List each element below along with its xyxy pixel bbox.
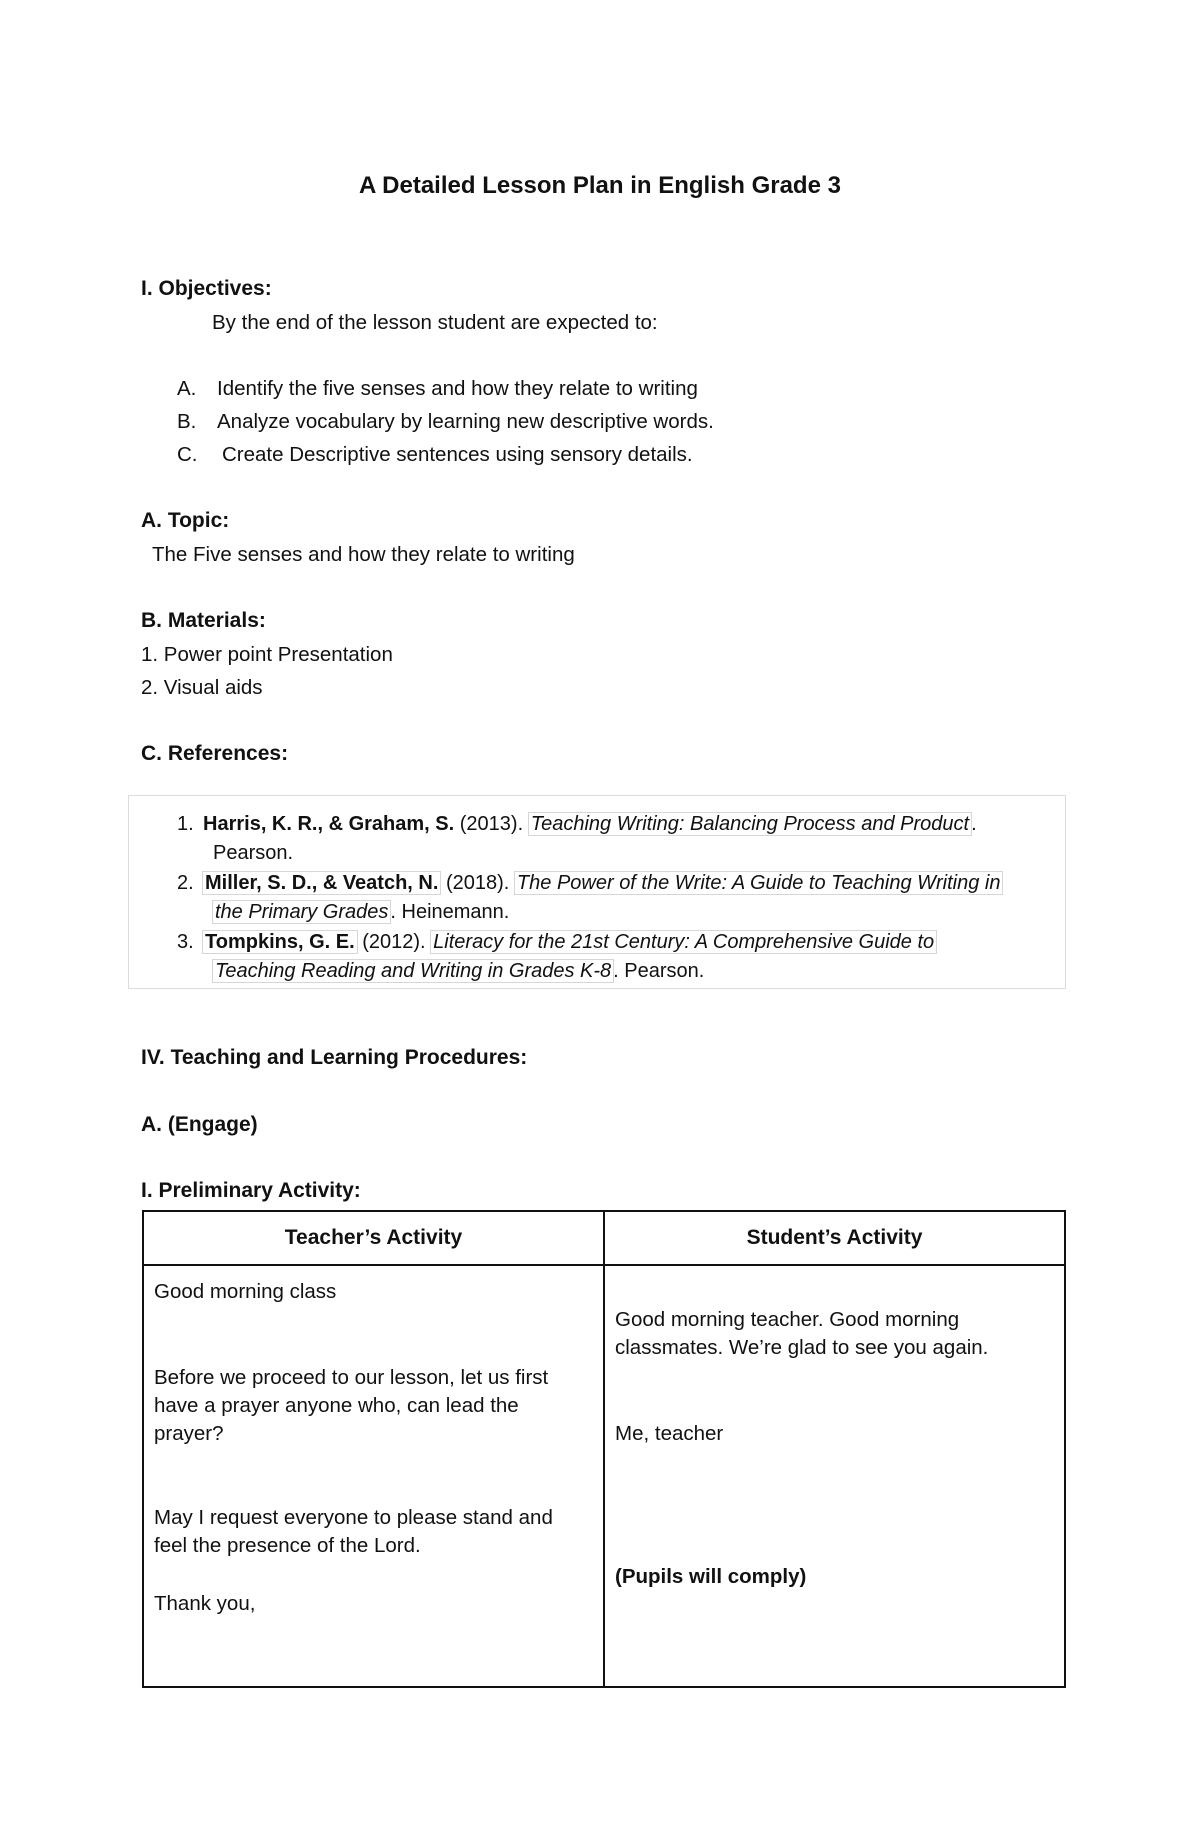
reference-publisher: . Heinemann. [390, 901, 510, 923]
objectives-heading: I. Objectives: [141, 277, 272, 300]
reference-item [177, 872, 1002, 895]
objective-label: B. [177, 410, 197, 433]
reference-authors: Tompkins, G. E. [205, 931, 355, 953]
reference-title-continued: the Primary Grades [215, 901, 389, 923]
objective-text: Analyze vocabulary by learning new descriptive words. [217, 410, 714, 433]
teacher-activity-header: Teacher’s Activity [143, 1211, 604, 1265]
reference-authors: Miller, S. D., & Veatch, N. [205, 872, 439, 894]
reference-title: The Power of the Write: A Guide to Teaching Writing in [516, 872, 1001, 894]
objective-item [177, 443, 693, 467]
reference-item [177, 813, 977, 836]
reference-continuation [213, 960, 704, 983]
objective-label: C. [177, 443, 198, 466]
teacher-line: Thank you, [154, 1592, 256, 1615]
teacher-line: Before we proceed to our lesson, let us first have a prayer anyone who, can lead the prayer? [154, 1366, 549, 1445]
student-line: (Pupils will comply) [615, 1565, 807, 1588]
references-box [128, 795, 1066, 989]
reference-number: 3. [177, 931, 194, 953]
activity-table [142, 1210, 1066, 1688]
material-item: 1. Power point Presentation [141, 643, 393, 666]
reference-year: (2013). [459, 813, 524, 835]
student-line: Me, teacher [615, 1422, 724, 1445]
student-activity-header: Student’s Activity [604, 1211, 1065, 1265]
objective-text: Create Descriptive sentences using sensory details. [222, 443, 693, 466]
reference-publisher: Pearson. [213, 842, 294, 864]
reference-continuation [213, 901, 509, 924]
references-heading: C. References: [141, 742, 289, 765]
reference-authors: Harris, K. R., & Graham, S. [203, 813, 455, 835]
reference-end: . [971, 813, 977, 835]
topic-heading: A. Topic: [141, 509, 230, 532]
student-line: Good morning teacher. Good morning classmates. We’re glad to see you again. [615, 1308, 989, 1359]
reference-title: Literacy for the 21st Century: A Comprehensive Guide to [433, 931, 935, 953]
reference-year: (2018). [445, 872, 510, 894]
teacher-line: May I request everyone to please stand and feel the presence of the Lord. [154, 1506, 553, 1557]
objective-item [177, 410, 714, 434]
reference-number: 2. [177, 872, 194, 894]
student-activity-cell [604, 1265, 1065, 1687]
objective-item [177, 377, 698, 401]
reference-item [177, 931, 936, 954]
objectives-intro: By the end of the lesson student are expected to: [212, 311, 658, 334]
reference-publisher: . Pearson. [613, 960, 705, 982]
teacher-line: Good morning class [154, 1280, 337, 1303]
table-row [143, 1265, 1065, 1687]
page-title: A Detailed Lesson Plan in English Grade 3 [359, 172, 841, 199]
reference-continuation [213, 842, 293, 865]
reference-title: Teaching Writing: Balancing Process and Product [530, 813, 970, 835]
teacher-activity-cell [143, 1265, 604, 1687]
topic-text: The Five senses and how they relate to writing [152, 543, 575, 566]
materials-heading: B. Materials: [141, 609, 266, 632]
objective-label: A. [177, 377, 197, 400]
table-header-row [143, 1211, 1065, 1265]
reference-number: 1. [177, 813, 194, 835]
material-item: 2. Visual aids [141, 676, 263, 699]
reference-title-continued: Teaching Reading and Writing in Grades K-8 [215, 960, 612, 982]
objective-text: Identify the five senses and how they relate to writing [217, 377, 698, 400]
preliminary-heading: I. Preliminary Activity: [141, 1179, 361, 1202]
reference-year: (2012). [362, 931, 426, 953]
procedures-heading: IV. Teaching and Learning Procedures: [141, 1046, 528, 1069]
engage-heading: A. (Engage) [141, 1113, 258, 1136]
